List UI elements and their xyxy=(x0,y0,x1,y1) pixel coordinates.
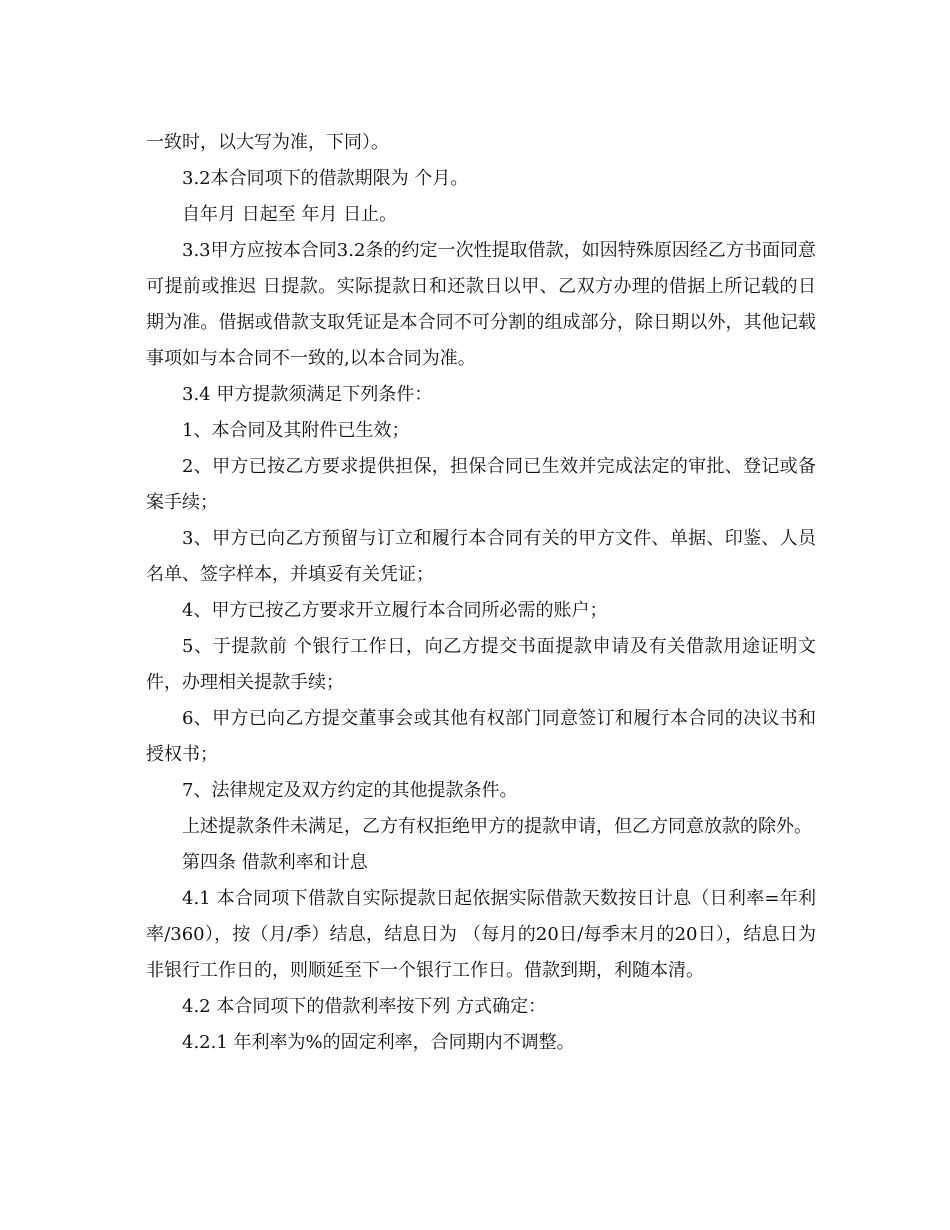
paragraph-4-2-1: 4.2.1 年利率为%的固定利率，合同期内不调整。 xyxy=(182,1032,575,1053)
condition-item-5: 5、于提款前 个银行工作日，向乙方提交书面提款申请及有关借款用途证明文件，办理相关提款手续； xyxy=(146,636,816,693)
condition-item-2: 2、甲方已按乙方要求提供担保，担保合同已生效并完成法定的审批、登记或备案手续； xyxy=(146,456,816,513)
paragraph-3-4: 3.4 甲方提款须满足下列条件： xyxy=(182,384,433,405)
paragraph-4-2: 4.2 本合同项下的借款利率按下列 方式确定： xyxy=(182,996,547,1017)
condition-item-6: 6、甲方已向乙方提交董事会或其他有权部门同意签订和履行本合同的决议书和授权书； xyxy=(146,708,816,765)
article-4-heading: 第四条 借款利率和计息 xyxy=(182,852,368,873)
condition-item-7: 7、法律规定及双方约定的其他提款条件。 xyxy=(182,780,518,801)
condition-item-1: 1、本合同及其附件已生效； xyxy=(182,420,410,441)
paragraph-loan-period-dates: 自年月 日起至 年月 日止。 xyxy=(182,204,398,225)
paragraph-4-1: 4.1 本合同项下借款自实际提款日起依据实际借款天数按日计息（日利率=年利率/360），按（月/季）结息，结息日为 （每月的20日/每季末月的20日），结息日为非银行工作日的，则顺延至下一个银行工作日。借款到期，利随本清。 xyxy=(146,888,816,981)
paragraph-conditions-unmet: 上述提款条件未满足，乙方有权拒绝甲方的提款申请，但乙方同意放款的除外。 xyxy=(182,816,812,837)
paragraph-3-2: 3.2本合同项下的借款期限为 个月。 xyxy=(182,168,469,189)
condition-item-3: 3、甲方已向乙方预留与订立和履行本合同有关的甲方文件、单据、印鉴、人员名单、签字样本，并填妥有关凭证； xyxy=(146,528,816,585)
condition-item-4: 4、甲方已按乙方要求开立履行本合同所必需的账户； xyxy=(182,600,608,621)
paragraph-continuation: 一致时，以大写为准，下同）。 xyxy=(146,132,389,153)
paragraph-3-3: 3.3甲方应按本合同3.2条的约定一次性提取借款，如因特殊原因经乙方书面同意可提前或推迟 日提款。实际提款日和还款日以甲、乙双方办理的借据上所记载的日期为准。借据或借款支取凭证是本合同不可分割的组成部分，除日期以外，其他记载事项如与本合同不一致的,以本合同为准。 xyxy=(146,240,816,369)
contract-body xyxy=(146,125,816,1061)
